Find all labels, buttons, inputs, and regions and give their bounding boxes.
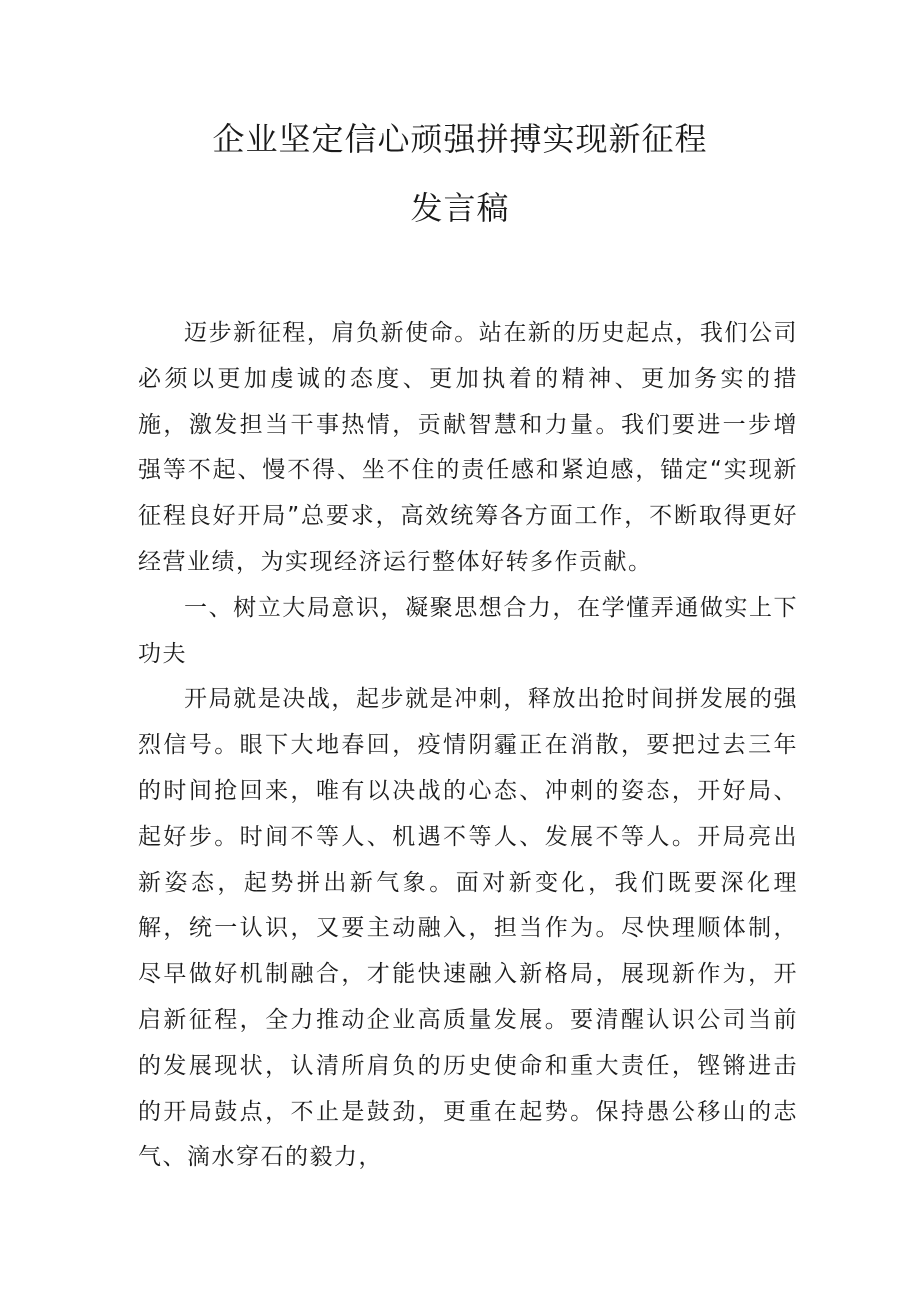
document-body [138, 311, 798, 1181]
document-title: 企业坚定信心顽强拼搏实现新征程 [212, 120, 708, 158]
document-subtitle: 发言稿 [410, 189, 510, 227]
section-heading-1: 一、树立大局意识，凝聚思想合力，在学懂弄通做实上下功夫 [138, 594, 798, 667]
paragraph-section-1: 开局就是决战，起步就是冲刺，释放出抢时间拼发展的强烈信号。眼下大地春回，疫情阴霾正在消散，要把过去三年的时间抢回来，唯有以决战的心态、冲刺的姿态，开好局、起好步。时间不等人、机遇不等人、发展不等人。开局亮出新姿态，起势拼出新气象。面对新变化，我们既要深化理解，统一认识，又要主动融入，担当作为。尽快理顺体制，尽早做好机制融合，才能快速融入新格局，展现新作为，开启新征程，全力推动企业高质量发展。要清醒认识公司当前的发展现状，认清所肩负的历史使命和重大责任，铿锵进击的开局鼓点，不止是鼓劲，更重在起势。保持愚公移山的志气、滴水穿石的毅力， [138, 686, 798, 1171]
paragraph-intro: 迈步新征程，肩负新使命。站在新的历史起点，我们公司必须以更加虔诚的态度、更加执着的精神、更加务实的措施，激发担当干事热情，贡献智慧和力量。我们要进一步增强等不起、慢不得、坐不住的责任感和紧迫感，锚定“实现新征程良好开局”总要求，高效统筹各方面工作，不断取得更好经营业绩，为实现经济运行整体好转多作贡献。 [138, 320, 798, 575]
